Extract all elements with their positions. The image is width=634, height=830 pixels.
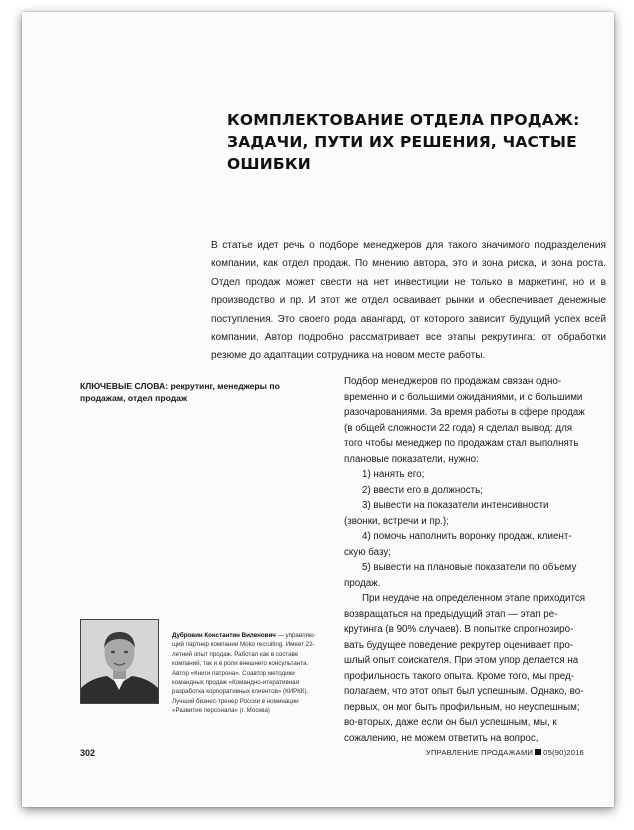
keywords-label: КЛЮЧЕВЫЕ СЛОВА:	[80, 381, 169, 391]
author-bio	[172, 631, 322, 716]
journal-issue: 05(90)2016	[543, 748, 584, 757]
article-abstract: В статье идет речь о подборе менеджеров для такого значимого подразделения компании, как отдел продаж. По мнению автора, это и зона риска, и зона роста. Отдел продаж может свести на нет инвестиции не только в маркетинг, но и в производство и пр. И этот же отдел осваивает рынки и обеспечивает денежные поступления. Это своего рода авангард, от которого зависит будущий успех всей компании. Автор подробно рассматривает все этапы рекрутинга: от обработки резюме до адаптации сотрудника на новом месте работы.	[211, 240, 606, 362]
list-item: 4) помочь наполнить воронку продаж, клиентскую базу;	[344, 531, 572, 558]
author-name: Дубровин Константин Виленович	[172, 632, 276, 639]
article-title: КОМПЛЕКТОВАНИЕ ОТДЕЛА ПРОДАЖ: ЗАДАЧИ, ПУТИ ИХ РЕШЕНИЯ, ЧАСТЫЕ ОШИБКИ	[227, 111, 580, 173]
author-bio-text: — управляющий партнер компании Moko recruiting. Имеет 22-летний опыт продаж. Работал как в составе компаний, так и в роли внешнего консультанта. Автор «Книги патрона». Соавтор методики командных продаж «Командно-итеративная разработка корпоративных клиентов» (КИРКК). Лучший бизнес-тренер России в номинации «Развитие персонала» (г. Москва)	[172, 632, 316, 715]
journal-name: УПРАВЛЕНИЕ ПРОДАЖАМИ	[425, 748, 534, 757]
article-body	[344, 374, 586, 746]
separator-square-icon	[535, 749, 541, 755]
journal-page	[22, 12, 614, 807]
journal-footer	[426, 748, 584, 757]
body-paragraph: При неудаче на определенном этапе приходится возвращаться на предыдущий этап — этап рекрутинга (в 90% случаев). В попытке спрогнозировать будущее поведение рекрутер оценивает прошлый опыт соискателя. При этом упор делается на профильность такого опыта. Кроме того, мы предполагаем, что этот опыт был успешным. Однако, во-первых, он мог быть профильным, но неуспешным; во-вторых, даже если он был успешным, мы, к сожалению, не можем ответить на вопрос,	[344, 593, 586, 744]
list-item: 5) вывести на плановые показатели по объему продаж.	[344, 562, 577, 589]
author-portrait-image	[81, 620, 158, 703]
author-photo	[80, 619, 159, 704]
list-item: 1) нанять его;	[362, 469, 425, 480]
list-item: 2) ввести его в должность;	[362, 484, 483, 496]
list-item: 3) вывести на показатели интенсивности (звонки, встречи и пр.);	[344, 500, 549, 527]
keywords-text: рекрутинг, менеджеры по продажам, отдел продаж	[80, 381, 280, 403]
page-number: 302	[80, 748, 96, 758]
keywords	[80, 380, 320, 404]
body-intro: Подбор менеджеров по продажам связан одновременно и с большими ожиданиями, и с большими разочарованиями. За время работы в сфере продаж (в общей сложности 22 года) я сделал вывод: для того чтобы менеджер по продажам стал выполнять плановые показатели, нужно:	[344, 376, 585, 465]
